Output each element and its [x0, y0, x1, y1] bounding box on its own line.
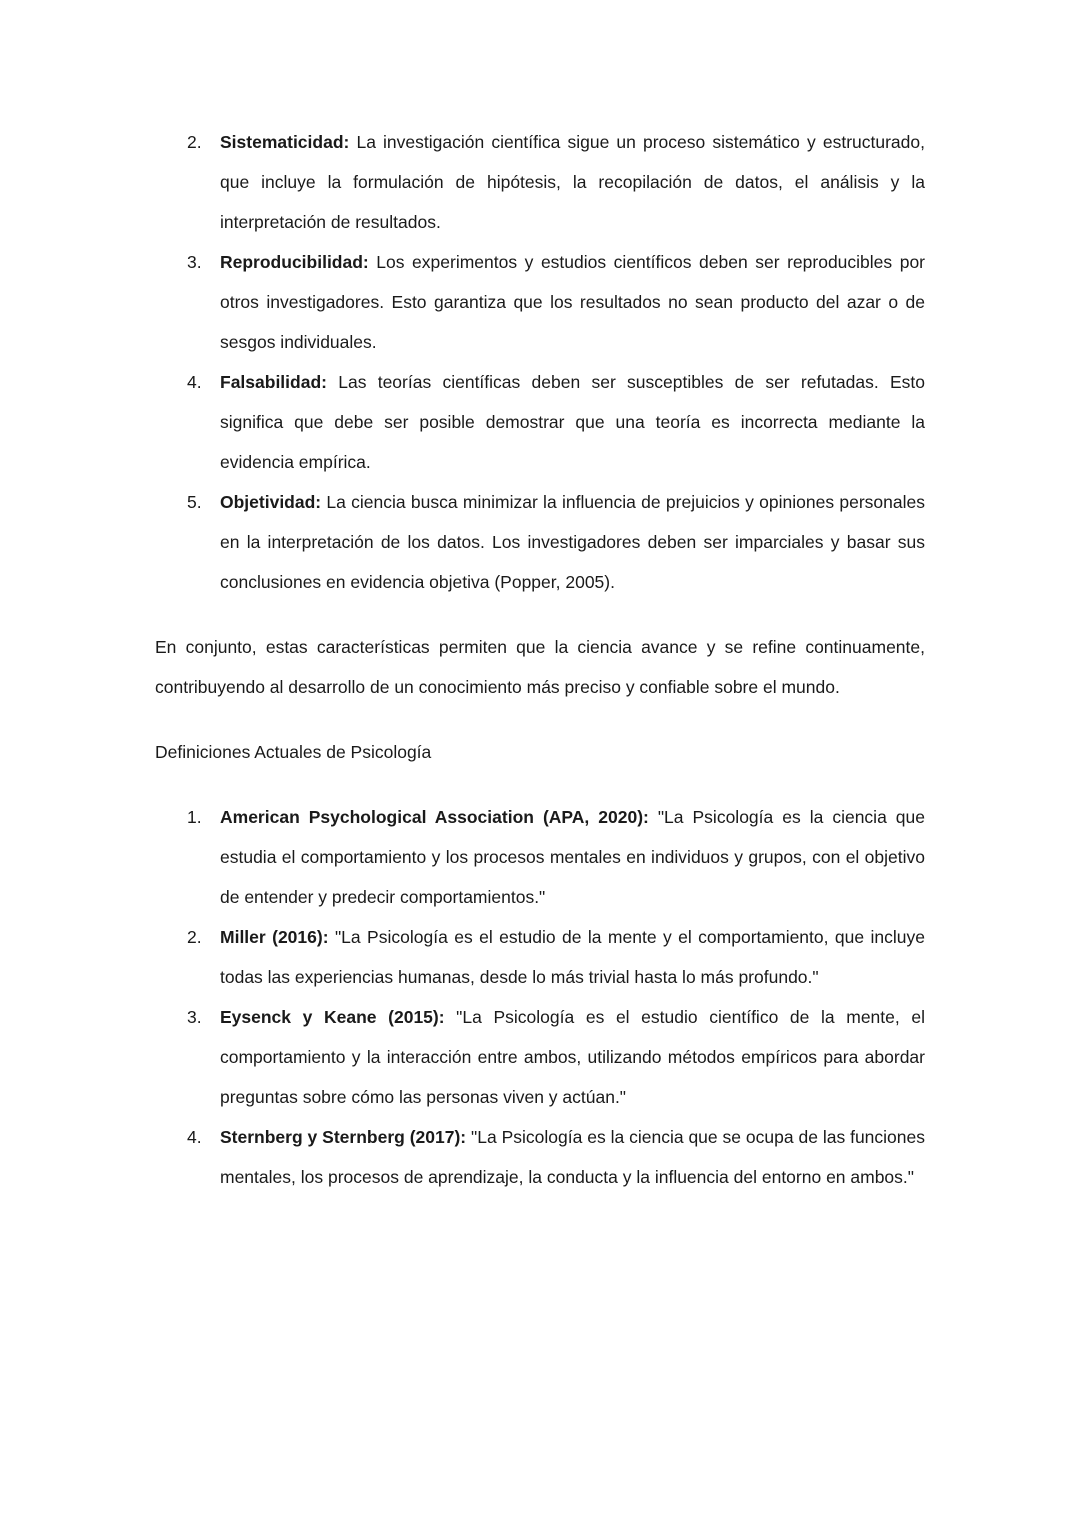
section-heading: Definiciones Actuales de Psicología [155, 742, 432, 762]
item-text: La ciencia busca minimizar la influencia de prejuicios y opiniones personales en la interpretación de los datos. Los investigadores deben ser imparciales y basar sus conclusiones en evidencia objetiva (Popper, 2005). [220, 492, 925, 592]
item-number: 2. [187, 927, 202, 947]
item-term: American Psychological Association (APA, 2020): [220, 807, 649, 827]
item-text: Los experimentos y estudios científicos deben ser reproducibles por otros investigadores. Esto garantiza que los resultados no sean producto del azar o de sesgos individuales. [220, 252, 925, 352]
item-text: "La Psicología es el estudio científico de la mente, el comportamiento y la interacción entre ambos, utilizando métodos empíricos para abordar preguntas sobre cómo las personas viven y actúan." [220, 1007, 925, 1107]
item-text: La investigación científica sigue un proceso sistemático y estructurado, que incluye la formulación de hipótesis, la recopilación de datos, el análisis y la interpretación de resultados. [220, 132, 925, 232]
list-item [155, 1117, 925, 1197]
definitions-list [155, 797, 925, 1197]
list-item [155, 242, 925, 362]
list-item [155, 997, 925, 1117]
list-item [155, 362, 925, 482]
document-page [155, 122, 925, 1197]
item-number: 3. [187, 252, 202, 272]
item-number: 4. [187, 372, 202, 392]
list-item [155, 797, 925, 917]
item-term: Reproducibilidad: [220, 252, 369, 272]
list-item [155, 482, 925, 602]
item-term: Falsabilidad: [220, 372, 327, 392]
item-term: Sistematicidad: [220, 132, 350, 152]
item-term: Miller (2016): [220, 927, 329, 947]
item-term: Eysenck y Keane (2015): [220, 1007, 445, 1027]
item-text: Las teorías científicas deben ser susceptibles de ser refutadas. Esto significa que debe ser posible demostrar que una teoría es incorrecta mediante la evidencia empírica. [220, 372, 925, 472]
item-text: "La Psicología es la ciencia que se ocupa de las funciones mentales, los procesos de aprendizaje, la conducta y la influencia del entorno en ambos." [220, 1127, 925, 1187]
characteristics-list [155, 122, 925, 602]
summary-paragraph: En conjunto, estas características permiten que la ciencia avance y se refine continuamente, contribuyendo al desarrollo de un conocimiento más preciso y confiable sobre el mundo. [155, 637, 925, 697]
item-number: 1. [187, 807, 202, 827]
item-number: 5. [187, 492, 202, 512]
item-number: 2. [187, 132, 202, 152]
item-number: 3. [187, 1007, 202, 1027]
item-text: "La Psicología es el estudio de la mente y el comportamiento, que incluye todas las experiencias humanas, desde lo más trivial hasta lo más profundo." [220, 927, 926, 987]
list-item [155, 917, 925, 997]
item-number: 4. [187, 1127, 202, 1147]
item-term: Objetividad: [220, 492, 322, 512]
item-term: Sternberg y Sternberg (2017): [220, 1127, 467, 1147]
item-text: "La Psicología es la ciencia que estudia el comportamiento y los procesos mentales en individuos y grupos, con el objetivo de entender y predecir comportamientos." [220, 807, 925, 907]
list-item [155, 122, 925, 242]
